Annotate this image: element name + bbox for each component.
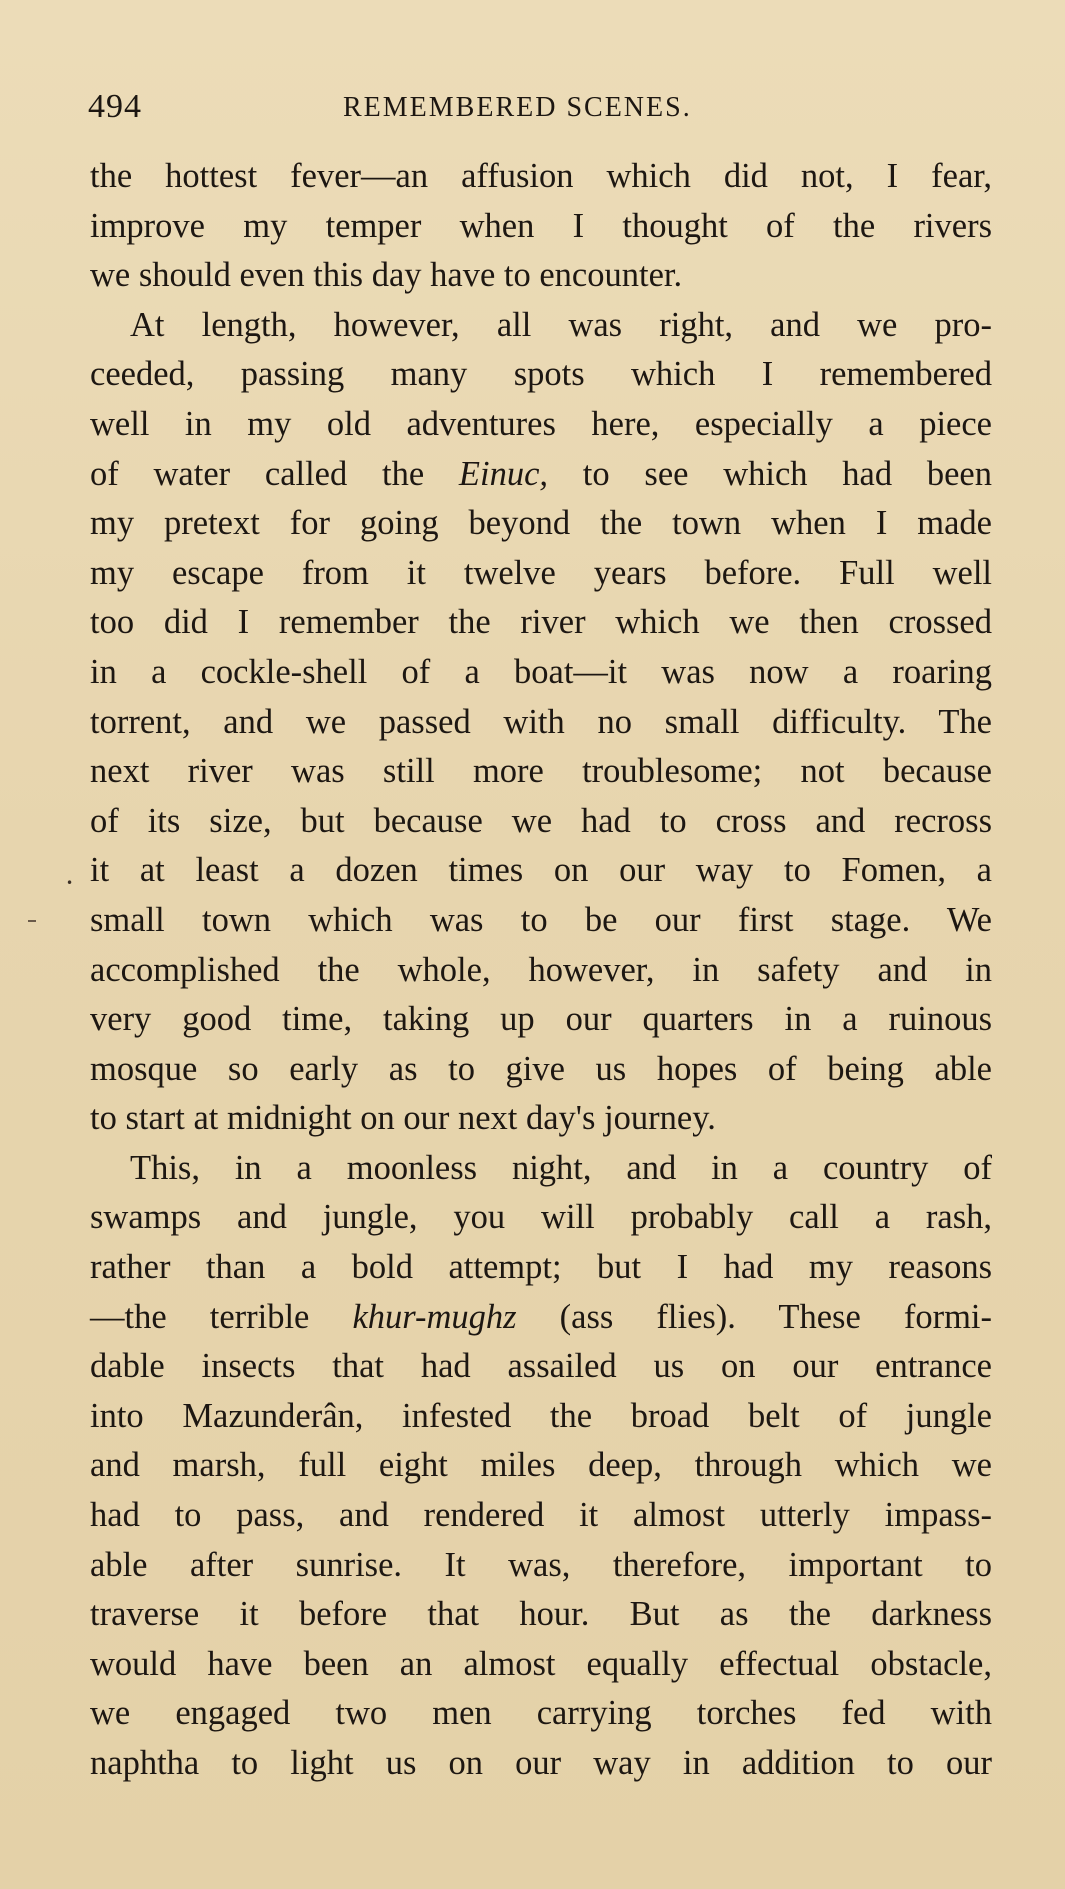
running-head: REMEMBERED SCENES. (343, 92, 692, 123)
text-segment: (ass flies). These formi- (516, 1297, 992, 1336)
margin-mark: • (66, 876, 74, 890)
text-line: it at least a dozen times on our way to Fomen, a (90, 851, 992, 890)
text-line: had to pass, and rendered it almost utterly impass- (90, 1496, 992, 1535)
text-line: would have been an almost equally effectual obstacle, (90, 1644, 992, 1683)
text-line: we engaged two men carrying torches fed with (90, 1694, 992, 1733)
text-segment: of water called the (90, 454, 459, 493)
text-segment: —the terrible (90, 1297, 353, 1336)
italic-term: Einuc, (458, 454, 549, 493)
text-line: torrent, and we passed with no small difficulty. The (90, 702, 992, 741)
text-line: dable insects that had assailed us on our entrance (90, 1347, 992, 1386)
text-line: very good time, taking up our quarters in a ruinous (90, 1000, 992, 1039)
text-line: traverse it before that hour. But as the darkness (90, 1595, 992, 1634)
margin-mark (28, 920, 36, 922)
text-line: improve my temper when I thought of the rivers (90, 206, 992, 245)
text-line: to start at midnight on our next day's journey. (90, 1099, 716, 1138)
page-header (88, 88, 996, 132)
text-line: next river was still more troublesome; not because (90, 752, 992, 791)
text-line: and marsh, full eight miles deep, through which we (90, 1446, 992, 1485)
text-line: able after sunrise. It was, therefore, important to (90, 1545, 992, 1584)
text-line: accomplished the whole, however, in safety and in (90, 950, 992, 989)
text-line (90, 450, 992, 500)
page-number: 494 (88, 88, 142, 125)
italic-term: khur-mughz (352, 1297, 517, 1336)
text-line (90, 1293, 992, 1343)
text-line: well in my old adventures here, especially a piece (90, 404, 992, 443)
text-line: swamps and jungle, you will probably call a rash, (90, 1198, 992, 1237)
text-line: in a cockle-shell of a boat—it was now a roaring (90, 652, 992, 691)
text-line: This, in a moonless night, and in a country of (130, 1148, 992, 1187)
text-line: small town which was to be our first stage. We (90, 900, 992, 939)
body-text (90, 152, 992, 1789)
text-line: rather than a bold attempt; but I had my reasons (90, 1248, 992, 1287)
text-line: my pretext for going beyond the town when I made (90, 504, 992, 543)
text-line: my escape from it twelve years before. Full well (90, 553, 992, 592)
text-line: mosque so early as to give us hopes of being able (90, 1049, 992, 1088)
text-line: into Mazunderân, infested the broad belt of jungle (90, 1396, 992, 1435)
text-line: the hottest fever—an affusion which did not, I fear, (90, 157, 992, 195)
text-line: too did I remember the river which we then crossed (90, 603, 992, 642)
text-line: of its size, but because we had to cross and recross (90, 801, 992, 840)
text-line: ceeded, passing many spots which I remembered (90, 355, 992, 394)
text-line: At length, however, all was right, and we pro- (130, 305, 992, 344)
text-line: we should even this day have to encounter. (90, 256, 683, 295)
text-line: naphtha to light us on our way in addition to our (90, 1744, 992, 1782)
text-segment: to see which had been (548, 454, 992, 493)
